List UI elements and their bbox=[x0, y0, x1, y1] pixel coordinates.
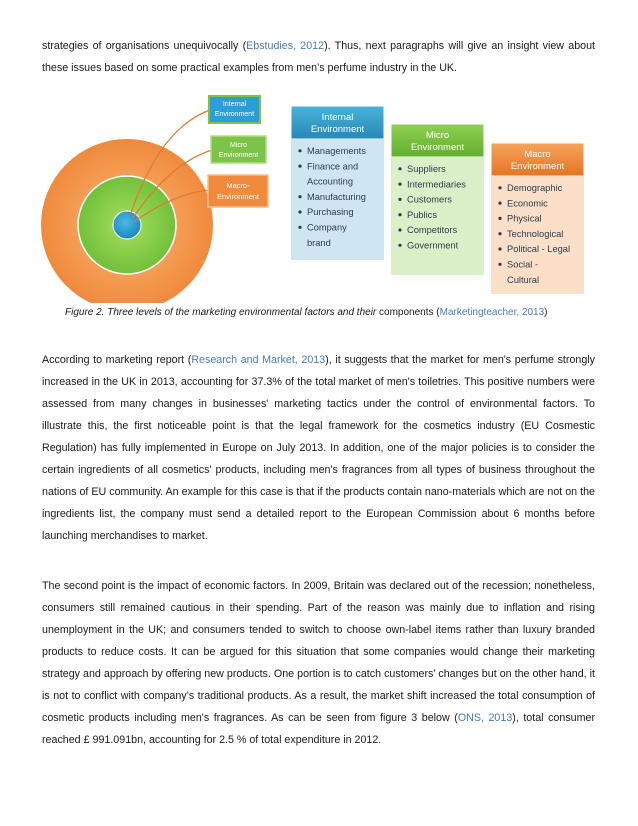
box-micro-environment bbox=[391, 124, 484, 275]
caption-italic-text: Figure 2. Three levels of the marketing environmental factors and their bbox=[65, 307, 377, 318]
concentric-circles bbox=[41, 139, 213, 303]
bullet-icon bbox=[298, 149, 301, 152]
box-list-item: Political - Legal bbox=[507, 244, 571, 255]
small-label-micro-line1: Micro bbox=[229, 142, 248, 149]
small-label-internal-line2: Environment bbox=[214, 111, 255, 118]
box-list-item: Demographic bbox=[507, 183, 563, 193]
box-micro-title-2: Environment bbox=[410, 142, 465, 153]
bullet-icon bbox=[398, 183, 401, 186]
box-list-item: Physical bbox=[507, 213, 542, 224]
box-list-item: Economic bbox=[507, 198, 548, 209]
marketing-environment-figure bbox=[0, 88, 638, 303]
small-label-macro-line2: Environment bbox=[216, 192, 260, 201]
paragraph-economic-factors bbox=[42, 575, 595, 751]
bullet-icon bbox=[498, 202, 501, 205]
box-list-item: Purchasing bbox=[307, 207, 354, 218]
box-list-item: Publics bbox=[407, 209, 437, 220]
box-list-item: Cultural bbox=[507, 274, 540, 285]
bullet-icon bbox=[498, 186, 501, 189]
box-internal-title-1: Internal bbox=[321, 112, 354, 123]
box-list-item: Managements bbox=[307, 146, 366, 156]
bullet-icon bbox=[398, 244, 401, 247]
box-list-item: Finance and bbox=[307, 161, 359, 172]
citation-link[interactable]: Ebstudies, 2012 bbox=[246, 40, 325, 52]
para1-citation-link[interactable]: Research and Market, 2013 bbox=[191, 354, 326, 366]
intro-paragraph bbox=[42, 35, 595, 79]
box-internal-title-2: Environment bbox=[310, 124, 365, 135]
small-label-macro-line1: Macro- bbox=[226, 181, 250, 190]
bullet-icon bbox=[298, 195, 301, 198]
caption-end: ) bbox=[544, 307, 548, 318]
bullet-icon bbox=[398, 198, 401, 201]
intro-text-2: ). Thus, next paragraphs will give an insight view about these issues based on some practical examples from men’s perfume industry in the UK. bbox=[42, 40, 595, 74]
box-internal-environment bbox=[291, 106, 384, 260]
para1-text-1: According to marketing report ( bbox=[42, 354, 192, 366]
box-micro-title-1: Micro bbox=[425, 130, 450, 141]
box-list-item: Customers bbox=[407, 194, 452, 205]
box-list-item: brand bbox=[307, 237, 331, 248]
bullet-icon bbox=[298, 226, 301, 229]
bullet-icon bbox=[498, 263, 501, 266]
box-list-item: Accounting bbox=[307, 176, 353, 187]
box-macro-title-2: Environment bbox=[510, 161, 565, 172]
box-macro-title-1: Macro bbox=[524, 149, 551, 160]
paragraph-legal-framework bbox=[42, 349, 595, 547]
box-list-item: Social - bbox=[507, 259, 539, 270]
bullet-icon bbox=[498, 247, 501, 250]
bullet-icon bbox=[298, 210, 301, 213]
internal-core bbox=[113, 211, 141, 239]
small-label-macro bbox=[208, 175, 268, 207]
box-list-item: Government bbox=[407, 240, 459, 251]
para2-text-2: ), total consumer reached £ 991.091bn, accounting for 2.5 % of total expenditure in 2012. bbox=[42, 712, 596, 746]
box-list-item: Manufacturing bbox=[307, 191, 366, 202]
para2-text-1: The second point is the impact of economic factors. In 2009, Britain was declared out of the recession; nonetheless, consumers still remained cautious in their spending. Part of the reason was mainly due to inflation and rising unemployment in the UK; and consumers tended to switch to choose own-label items rather than luxury branded products to reduce costs. It can be argued for this situation that some companies would change their marketing strategy and approach by offering new products. One portion is to catch customers’ changes but on the other hand, it is not to conflict with company’s traditional products. As a result, the market shift increased the total consumption of cosmetic products including men's fragrances. As can be seen from figure 3 below ( bbox=[42, 580, 595, 724]
box-list-item: Company bbox=[307, 222, 347, 233]
para1-text-2: ), it suggests that the market for men's perfume strongly increased in the UK in 2013, accounting for 37.3% of the total market of men's toiletries. This positive numbers were assessed from many changes in businesses' marketing tactics under the control of environmental factors. To illustrate this, the first noticeable point is that the legal framework for the cosmetics industry (EU Cosmestic Regulation) has fully implemented in Europe on July 2013. In addition, one of the major policies is to consider the certain ingredients of all cosmetics' products, including men's fragrances from all types of business throughout the nations of EU community. An example for this case is that if the products contain nano-materials which are not on the ingredients list, the company must send a detailed report to the European Commission about 6 months before launching merchandises to market. bbox=[42, 354, 596, 542]
box-list-item: Suppliers bbox=[407, 164, 446, 174]
bullet-icon bbox=[398, 213, 401, 216]
box-list-item: Technological bbox=[507, 228, 564, 239]
bullet-icon bbox=[298, 165, 301, 168]
small-label-internal bbox=[209, 96, 260, 123]
figure-caption bbox=[65, 306, 605, 320]
box-list-item: Competitors bbox=[407, 225, 458, 236]
para2-citation-link[interactable]: ONS, 2013 bbox=[457, 712, 513, 724]
small-label-internal-line1: Internal bbox=[222, 101, 247, 108]
caption-citation-link[interactable]: Marketingteacher, 2013 bbox=[439, 307, 545, 318]
caption-plain-text: components ( bbox=[376, 307, 440, 318]
bullet-icon bbox=[398, 228, 401, 231]
box-list-item: Intermediaries bbox=[407, 179, 466, 190]
box-macro-environment bbox=[491, 143, 584, 294]
intro-text-1: strategies of organisations unequivocally ( bbox=[42, 40, 247, 52]
small-label-micro bbox=[211, 136, 266, 163]
bullet-icon bbox=[498, 232, 501, 235]
bullet-icon bbox=[498, 217, 501, 220]
small-label-micro-line2: Environment bbox=[218, 152, 259, 159]
bullet-icon bbox=[398, 167, 401, 170]
